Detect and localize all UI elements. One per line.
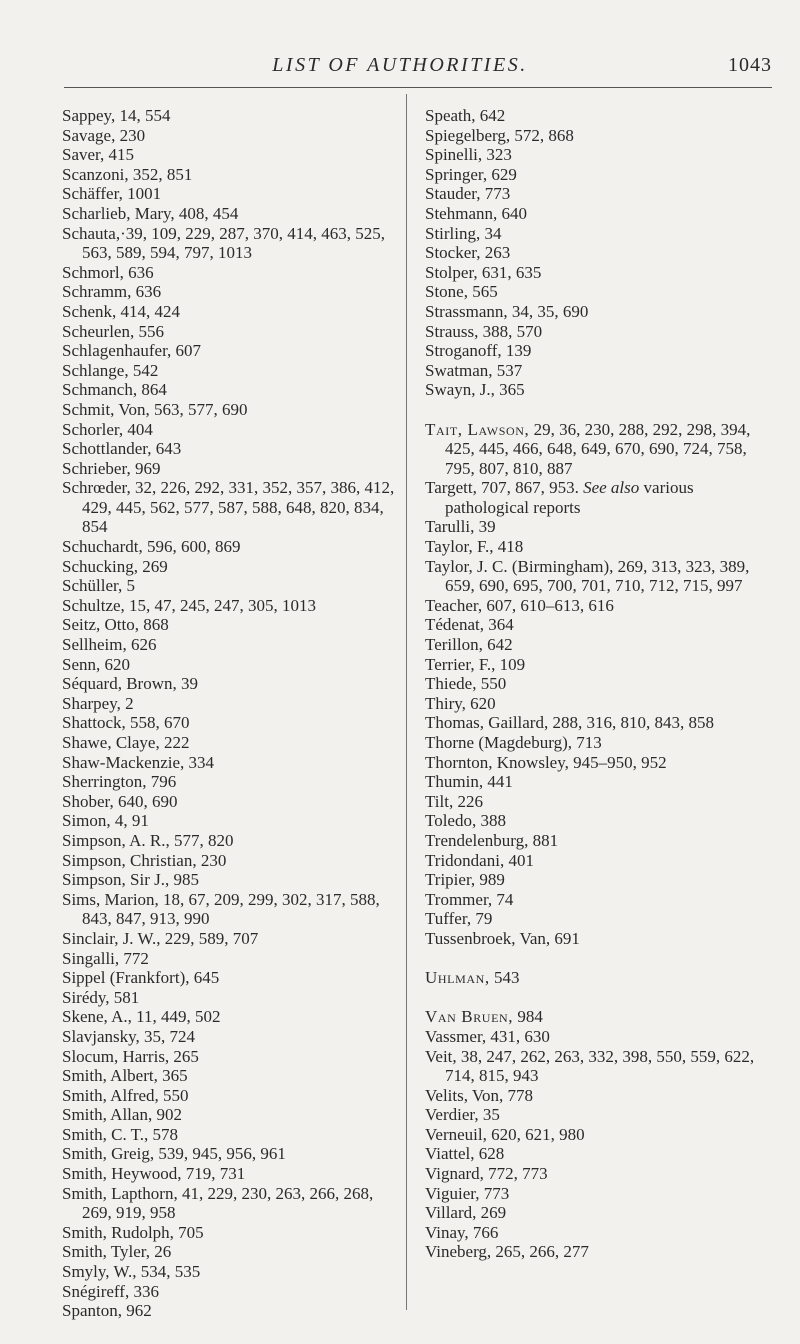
index-entry-tait [425,420,773,479]
index-entry: Saver, 415 [62,145,135,165]
index-entry: Toledo, 388 [425,811,506,831]
index-entry: Scheurlen, 556 [62,321,164,341]
index-entry: Smith, Rudolph, 705 [62,1222,204,1242]
index-entry: Smith, C. T., 578 [62,1124,179,1144]
entry-rest: various pathological reports [445,478,694,517]
header-rule [64,87,772,88]
see-also: See also [583,478,640,498]
index-group-v [425,1027,773,1262]
index-entry-targett [425,478,773,517]
index-entry: Schmanch, 864 [62,380,167,400]
index-entry: Veit, 38, 247, 262, 263, 332, 398, 550, 559, 622, 714, 815, 943 [425,1046,755,1086]
index-entry: Spinelli, 323 [425,145,512,165]
running-title: LIST OF AUTHORITIES. [272,54,528,76]
index-entry-uhlman [425,968,773,988]
index-entry: Taylor, J. C. (Birmingham), 269, 313, 323, 389, 659, 690, 695, 700, 701, 710, 712, 715, 997 [425,556,750,596]
entry-pages: 29, 36, 230, 288, 292, 298, 394, 425, 445, 466, 648, 649, 670, 690, 724, 758, 795, 807, 810, 887 [445,419,751,478]
index-entry: Stocker, 263 [425,243,511,263]
index-entry: Smith, Heywood, 719, 731 [62,1164,246,1184]
index-entry: Vignard, 772, 773 [425,1164,548,1184]
index-entry: Schultze, 15, 47, 245, 247, 305, 1013 [62,595,317,615]
index-entry: Tridondani, 401 [425,850,534,870]
index-entry: Thumin, 441 [425,772,513,792]
index-entry: Schrœder, 32, 226, 292, 331, 352, 357, 386, 412, 429, 445, 562, 577, 587, 588, 648, 820, 834, 854 [62,478,395,537]
entry-name: Uhlman, [425,968,490,988]
index-entry: Vinay, 766 [425,1222,499,1242]
index-entry: Schauta,·39, 109, 229, 287, 370, 414, 463, 525, 563, 589, 594, 797, 1013 [62,223,385,263]
index-entry: Taylor, F., 418 [425,537,524,557]
index-entry: Speath, 642 [425,106,506,125]
index-entry: Vineberg, 265, 266, 277 [425,1242,589,1262]
index-entry: Viattel, 628 [425,1144,505,1164]
index-entry: Smith, Greig, 539, 945, 956, 961 [62,1144,286,1164]
index-group-t [425,517,773,948]
index-entry: Sims, Marion, 18, 67, 209, 299, 302, 317, 588, 843, 847, 913, 990 [62,889,380,929]
page-number: 1043 [728,54,772,76]
index-entry: Terillon, 642 [425,635,513,655]
index-entry: Swayn, J., 365 [425,380,525,400]
index-entry: Schramm, 636 [62,282,162,302]
index-entry: Simpson, Christian, 230 [62,850,227,870]
index-entry: Smith, Allan, 902 [62,1105,182,1125]
index-entry: Verdier, 35 [425,1105,500,1125]
index-entry: Smith, Alfred, 550 [62,1085,189,1105]
index-entry: Skene, A., 11, 449, 502 [62,1007,221,1027]
index-entry: Sinclair, J. W., 229, 589, 707 [62,928,259,948]
entry-name: Tait, Lawson, [425,419,530,439]
index-entry: Smith, Albert, 365 [62,1066,188,1086]
index-entry: Tédenat, 364 [425,615,514,635]
index-entry: Tripier, 989 [425,870,505,890]
index-entry: Swatman, 537 [425,360,523,380]
index-entry: Smith, Lapthorn, 41, 229, 230, 263, 266, 268, 269, 919, 958 [62,1183,374,1223]
index-entry: Senn, 620 [62,654,130,674]
index-entry: Springer, 629 [425,164,517,184]
index-entry: Villard, 269 [425,1203,507,1223]
index-entry: Tilt, 226 [425,791,483,811]
index-entry: Scharlieb, Mary, 408, 454 [62,203,239,223]
index-entry: Vassmer, 431, 630 [425,1026,550,1046]
index-entry: Spanton, 962 [62,1301,152,1321]
entry-name: Van Bruen, [425,1007,514,1027]
index-entry: Stone, 565 [425,282,498,302]
index-entry: Schmorl, 636 [62,262,154,282]
index-entry: Schlange, 542 [62,360,159,380]
index-entry: Stehmann, 640 [425,203,527,223]
index-entry: Thiry, 620 [425,693,496,713]
index-entry: Sharpey, 2 [62,693,134,713]
index-entry: Terrier, F., 109 [425,654,526,674]
index-entry: Schenk, 414, 424 [62,301,181,321]
index-entry: Simon, 4, 91 [62,811,149,831]
index-entry: Schottlander, 643 [62,439,182,459]
index-entry: Schmit, Von, 563, 577, 690 [62,399,248,419]
index-entry: Trommer, 74 [425,889,514,909]
index-entry: Sellheim, 626 [62,635,157,655]
column-divider [406,94,407,1310]
left-column [62,106,396,1321]
entry-text: Targett, 707, 867, 953. [425,478,579,498]
index-entry: Schrieber, 969 [62,458,161,478]
index-entry: Tussenbroek, Van, 691 [425,928,580,948]
index-entry: Smyly, W., 534, 535 [62,1262,201,1282]
index-entry: Slocum, Harris, 265 [62,1046,199,1066]
index-entry: Verneuil, 620, 621, 980 [425,1124,585,1144]
index-entry: Smith, Tyler, 26 [62,1242,172,1262]
index-entry: Stolper, 631, 635 [425,262,542,282]
index-entry-van-bruen [425,1007,773,1027]
index-entry: Sherrington, 796 [62,772,177,792]
index-entry: Shattock, 558, 670 [62,713,190,733]
index-entry: Stauder, 773 [425,184,511,204]
group-gap [425,400,773,420]
index-entry: Trendelenburg, 881 [425,830,559,850]
index-entry: Strassmann, 34, 35, 690 [425,301,589,321]
index-entry: Simpson, Sir J., 985 [62,870,199,890]
right-column [425,106,773,1262]
index-entry: Schlagenhaufer, 607 [62,341,202,361]
index-entry: Singalli, 772 [62,948,149,968]
index-entry: Savage, 230 [62,125,146,145]
index-entry: Thorne (Magdeburg), 713 [425,733,602,752]
index-entry: Velits, Von, 778 [425,1085,534,1105]
index-entry: Viguier, 773 [425,1183,510,1203]
index-entry: Thiede, 550 [425,674,507,694]
index-entry: Stirling, 34 [425,223,502,243]
entry-pages: 543 [489,968,520,988]
index-entry: Schuchardt, 596, 600, 869 [62,537,241,557]
index-entry: Shaw-Mackenzie, 334 [62,752,215,772]
index-entry: Tarulli, 39 [425,517,496,537]
index-entry: Thomas, Gaillard, 288, 316, 810, 843, 858 [425,713,714,733]
index-entry: Schäffer, 1001 [62,184,162,204]
index-entry: Sirédy, 581 [62,987,140,1007]
index-entry: Schüller, 5 [62,576,135,596]
index-entry: Spiegelberg, 572, 868 [425,125,574,145]
index-group-s [425,106,773,400]
page-header [0,54,800,88]
index-entry: Scanzoni, 352, 851 [62,164,193,184]
index-entry: Séquard, Brown, 39 [62,674,198,694]
index-entry: Seitz, Otto, 868 [62,615,169,635]
index-entry: Schucking, 269 [62,556,168,576]
index-entry: Tuffer, 79 [425,909,493,929]
index-entry: Slavjansky, 35, 724 [62,1026,196,1046]
index-entry: Teacher, 607, 610–613, 616 [425,595,614,615]
group-gap [425,988,773,1008]
index-entry: Sappey, 14, 554 [62,106,171,125]
index-entry: Thornton, Knowsley, 945–950, 952 [425,752,667,772]
index-entry: Snégireff, 336 [62,1281,159,1301]
index-entry: Stroganoff, 139 [425,341,532,361]
index-entry: Shober, 640, 690 [62,791,178,811]
group-gap [425,949,773,969]
index-entry: Strauss, 388, 570 [425,321,543,341]
index-entry: Shawe, Claye, 222 [62,733,190,752]
entry-pages: 984 [513,1007,543,1027]
index-entry: Simpson, A. R., 577, 820 [62,830,234,850]
index-entry: Sippel (Frankfort), 645 [62,968,220,988]
index-entry: Schorler, 404 [62,419,153,439]
